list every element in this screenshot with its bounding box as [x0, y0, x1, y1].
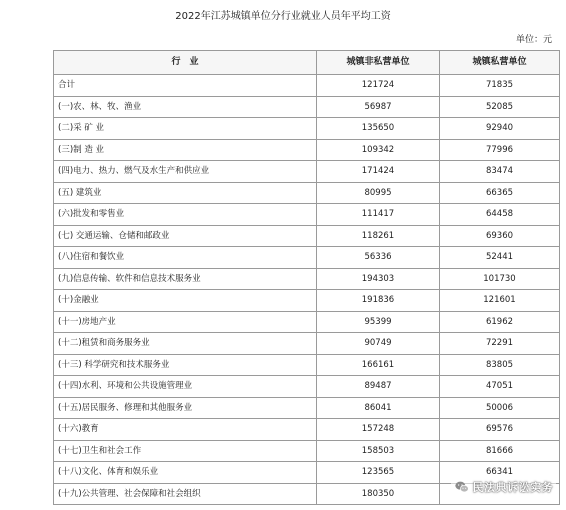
table-row	[54, 118, 560, 140]
wechat-icon	[454, 479, 470, 495]
table-row	[54, 96, 560, 118]
table-row	[54, 75, 560, 97]
header-private: 城镇私营单位	[440, 51, 560, 75]
cell-private: 81666	[440, 440, 560, 462]
cell-non-private: 56987	[317, 96, 440, 118]
cell-industry: (十一)房地产业	[54, 311, 317, 333]
wage-table	[53, 50, 560, 505]
cell-industry: (十七)卫生和社会工作	[54, 440, 317, 462]
cell-private: 121601	[440, 290, 560, 312]
cell-private: 66365	[440, 182, 560, 204]
cell-non-private: 123565	[317, 462, 440, 484]
table-row	[54, 225, 560, 247]
cell-private: 52085	[440, 96, 560, 118]
watermark	[451, 478, 557, 496]
table-row	[54, 419, 560, 441]
table-row	[54, 290, 560, 312]
cell-industry: (十二)租赁和商务服务业	[54, 333, 317, 355]
table-header-row	[54, 51, 560, 75]
cell-non-private: 191836	[317, 290, 440, 312]
table-row	[54, 204, 560, 226]
table-row	[54, 354, 560, 376]
table-row	[54, 397, 560, 419]
cell-non-private: 171424	[317, 161, 440, 183]
cell-non-private: 158503	[317, 440, 440, 462]
cell-industry: (十六)教育	[54, 419, 317, 441]
cell-private: 50006	[440, 397, 560, 419]
watermark-text: 民法典诉讼实务	[472, 481, 553, 494]
cell-industry: (七) 交通运输、仓储和邮政业	[54, 225, 317, 247]
header-non-private: 城镇非私营单位	[317, 51, 440, 75]
header-industry: 行 业	[54, 51, 317, 75]
cell-private: 69360	[440, 225, 560, 247]
table-row	[54, 440, 560, 462]
table-row	[54, 182, 560, 204]
cell-industry: (十五)居民服务、修理和其他服务业	[54, 397, 317, 419]
cell-industry: (二)采 矿 业	[54, 118, 317, 140]
cell-private: 47051	[440, 376, 560, 398]
cell-industry: (五) 建筑业	[54, 182, 317, 204]
cell-non-private: 86041	[317, 397, 440, 419]
cell-private: 61962	[440, 311, 560, 333]
cell-non-private: 118261	[317, 225, 440, 247]
page-title: 2022年江苏城镇单位分行业就业人员年平均工资	[175, 11, 391, 22]
cell-industry: (九)信息传输、软件和信息技术服务业	[54, 268, 317, 290]
cell-private: 71835	[440, 75, 560, 97]
cell-non-private: 89487	[317, 376, 440, 398]
cell-private: 83805	[440, 354, 560, 376]
cell-private: 101730	[440, 268, 560, 290]
table-row	[54, 333, 560, 355]
table-row	[54, 247, 560, 269]
cell-non-private: 166161	[317, 354, 440, 376]
cell-non-private: 80995	[317, 182, 440, 204]
cell-non-private: 111417	[317, 204, 440, 226]
cell-industry: (十八)文化、体育和娱乐业	[54, 462, 317, 484]
table-row	[54, 161, 560, 183]
table-row	[54, 311, 560, 333]
cell-industry: 合计	[54, 75, 317, 97]
cell-private: 52441	[440, 247, 560, 269]
cell-industry: (六)批发和零售业	[54, 204, 317, 226]
cell-non-private: 194303	[317, 268, 440, 290]
cell-industry: (十四)水利、环境和公共设施管理业	[54, 376, 317, 398]
cell-non-private: 56336	[317, 247, 440, 269]
cell-non-private: 180350	[317, 483, 440, 505]
cell-industry: (十)金融业	[54, 290, 317, 312]
cell-private: 92940	[440, 118, 560, 140]
cell-non-private: 135650	[317, 118, 440, 140]
cell-non-private: 95399	[317, 311, 440, 333]
cell-industry: (三)制 造 业	[54, 139, 317, 161]
cell-private: 64458	[440, 204, 560, 226]
cell-non-private: 121724	[317, 75, 440, 97]
cell-non-private: 90749	[317, 333, 440, 355]
cell-private: 77996	[440, 139, 560, 161]
cell-industry: (十三) 科学研究和技术服务业	[54, 354, 317, 376]
cell-private: 83474	[440, 161, 560, 183]
cell-private: 66341	[440, 462, 560, 484]
cell-industry: (八)住宿和餐饮业	[54, 247, 317, 269]
cell-non-private: 109342	[317, 139, 440, 161]
table-row	[54, 268, 560, 290]
table-row	[54, 376, 560, 398]
cell-non-private: 157248	[317, 419, 440, 441]
table-row	[54, 139, 560, 161]
cell-private: 69576	[440, 419, 560, 441]
cell-industry: (四)电力、热力、燃气及水生产和供应业	[54, 161, 317, 183]
unit-label: 单位：元	[515, 35, 552, 45]
cell-industry: (一)农、林、牧、渔业	[54, 96, 317, 118]
cell-private: 72291	[440, 333, 560, 355]
cell-industry: (十九)公共管理、社会保障和社会组织	[54, 483, 317, 505]
